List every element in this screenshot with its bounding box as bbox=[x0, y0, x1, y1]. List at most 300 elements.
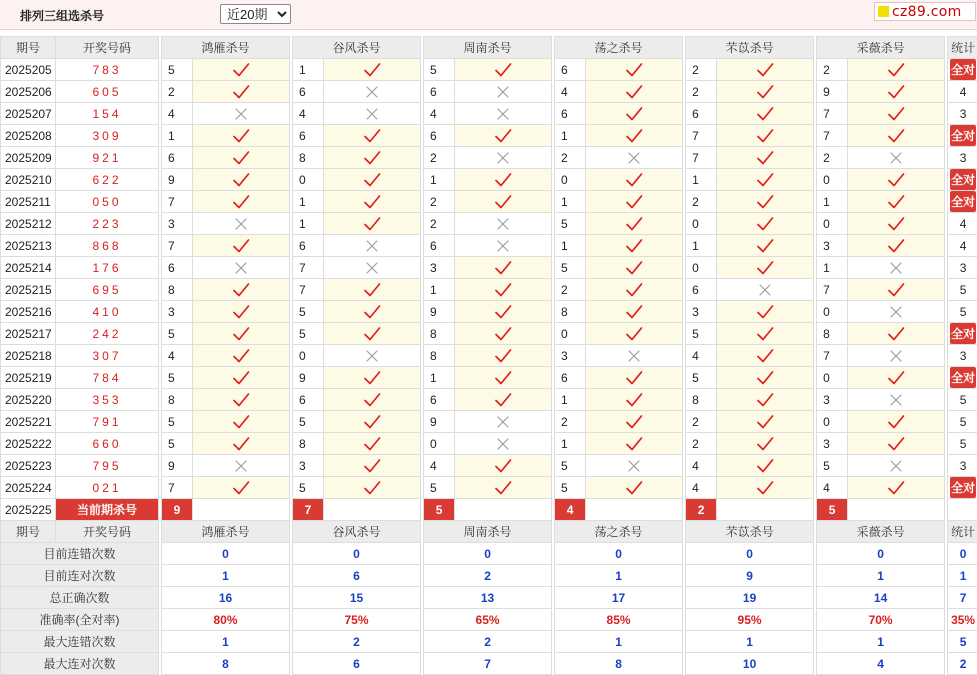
check-icon bbox=[232, 392, 250, 408]
stat-count: 5 bbox=[960, 415, 967, 429]
kill-number-cell: 5 bbox=[293, 477, 324, 499]
summary-value: 10 bbox=[686, 653, 814, 675]
result-mark-cell bbox=[848, 103, 945, 125]
check-icon bbox=[887, 128, 905, 144]
kill-number-table bbox=[0, 36, 977, 675]
check-icon bbox=[756, 128, 774, 144]
check-icon bbox=[756, 216, 774, 232]
result-mark-cell bbox=[586, 345, 683, 367]
result-mark-cell bbox=[324, 455, 421, 477]
current-kill-empty bbox=[586, 499, 683, 521]
kill-number-cell: 7 bbox=[293, 257, 324, 279]
kill-number-cell: 1 bbox=[162, 125, 193, 147]
result-mark-cell bbox=[717, 301, 814, 323]
kill-number-cell: 2 bbox=[424, 147, 455, 169]
result-mark-cell bbox=[717, 477, 814, 499]
cross-icon bbox=[887, 348, 905, 364]
logo-text: cz89.com bbox=[892, 4, 962, 20]
cross-icon bbox=[363, 106, 381, 122]
result-mark-cell bbox=[324, 125, 421, 147]
result-mark-cell bbox=[717, 433, 814, 455]
kill-number-cell: 0 bbox=[817, 411, 848, 433]
result-mark-cell bbox=[848, 433, 945, 455]
stat-cell bbox=[948, 213, 977, 235]
check-icon bbox=[887, 62, 905, 78]
result-mark-cell bbox=[455, 345, 552, 367]
check-icon bbox=[887, 370, 905, 386]
result-mark-cell bbox=[586, 257, 683, 279]
result-mark-cell bbox=[848, 169, 945, 191]
period-cell: 2025209 bbox=[1, 147, 56, 169]
result-mark-cell bbox=[324, 169, 421, 191]
kill-number-cell: 1 bbox=[424, 169, 455, 191]
kill-number-cell: 2 bbox=[817, 59, 848, 81]
result-mark-cell bbox=[193, 257, 290, 279]
result-mark-cell bbox=[455, 455, 552, 477]
check-icon bbox=[232, 128, 250, 144]
cross-icon bbox=[887, 260, 905, 276]
result-mark-cell bbox=[848, 279, 945, 301]
check-icon bbox=[494, 480, 512, 496]
check-icon bbox=[756, 436, 774, 452]
kill-number-cell: 1 bbox=[424, 367, 455, 389]
result-mark-cell bbox=[455, 147, 552, 169]
result-mark-cell bbox=[848, 235, 945, 257]
check-icon bbox=[887, 480, 905, 496]
kill-number-cell: 4 bbox=[555, 81, 586, 103]
result-mark-cell bbox=[586, 455, 683, 477]
stat-cell bbox=[948, 323, 977, 345]
stat-cell bbox=[948, 389, 977, 411]
cross-icon bbox=[494, 414, 512, 430]
cross-icon bbox=[494, 106, 512, 122]
kill-number-cell: 6 bbox=[555, 103, 586, 125]
summary-value: 80% bbox=[162, 609, 290, 631]
result-mark-cell bbox=[455, 323, 552, 345]
kill-number-cell: 3 bbox=[555, 345, 586, 367]
kill-number-cell: 8 bbox=[162, 279, 193, 301]
period-cell: 2025216 bbox=[1, 301, 56, 323]
result-mark-cell bbox=[717, 59, 814, 81]
stat-count: 4 bbox=[960, 217, 967, 231]
kill-number-cell: 6 bbox=[686, 103, 717, 125]
kill-number-cell: 5 bbox=[293, 323, 324, 345]
result-mark-cell bbox=[193, 147, 290, 169]
page-title: 排列三组选杀号 bbox=[20, 7, 104, 24]
check-icon bbox=[363, 480, 381, 496]
check-icon bbox=[887, 414, 905, 430]
result-mark-cell bbox=[717, 213, 814, 235]
result-mark-cell bbox=[324, 103, 421, 125]
kill-number-cell: 7 bbox=[686, 125, 717, 147]
result-mark-cell bbox=[455, 433, 552, 455]
result-mark-cell bbox=[848, 367, 945, 389]
kill-number-cell: 8 bbox=[424, 345, 455, 367]
stat-count: 3 bbox=[960, 349, 967, 363]
period-cell: 2025214 bbox=[1, 257, 56, 279]
period-cell: 2025218 bbox=[1, 345, 56, 367]
summary-value: 16 bbox=[162, 587, 290, 609]
kill-number-cell: 6 bbox=[293, 389, 324, 411]
result-mark-cell bbox=[455, 257, 552, 279]
check-icon bbox=[363, 370, 381, 386]
table-row bbox=[1, 59, 977, 81]
kill-number-cell: 2 bbox=[686, 81, 717, 103]
kill-number-cell: 7 bbox=[162, 235, 193, 257]
kill-number-cell: 6 bbox=[162, 257, 193, 279]
current-kill-number: 7 bbox=[293, 499, 324, 521]
summary-label: 准确率(全对率) bbox=[1, 609, 159, 631]
kill-number-cell: 4 bbox=[817, 477, 848, 499]
kill-number-cell: 1 bbox=[555, 235, 586, 257]
kill-number-cell: 4 bbox=[686, 477, 717, 499]
stat-count: 4 bbox=[960, 85, 967, 99]
check-icon bbox=[756, 348, 774, 364]
stat-cell bbox=[948, 191, 977, 213]
result-mark-cell bbox=[586, 59, 683, 81]
summary-value: 0 bbox=[686, 543, 814, 565]
result-mark-cell bbox=[848, 411, 945, 433]
check-icon bbox=[887, 436, 905, 452]
current-stat-empty bbox=[948, 499, 977, 521]
period-cell: 2025220 bbox=[1, 389, 56, 411]
kill-number-cell: 2 bbox=[686, 59, 717, 81]
result-mark-cell bbox=[455, 301, 552, 323]
check-icon bbox=[232, 172, 250, 188]
kill-number-cell: 2 bbox=[555, 279, 586, 301]
summary-row bbox=[1, 543, 977, 565]
result-mark-cell bbox=[717, 103, 814, 125]
result-mark-cell bbox=[324, 367, 421, 389]
result-mark-cell bbox=[586, 389, 683, 411]
kill-number-cell: 6 bbox=[424, 81, 455, 103]
period-cell: 2025219 bbox=[1, 367, 56, 389]
all-correct-badge: 全对 bbox=[950, 125, 976, 146]
draw-number-cell: 605 bbox=[56, 81, 159, 103]
kill-number-cell: 6 bbox=[162, 147, 193, 169]
summary-label: 总正确次数 bbox=[1, 587, 159, 609]
col-header-draw: 开奖号码 bbox=[56, 521, 159, 543]
stat-cell bbox=[948, 411, 977, 433]
table-row bbox=[1, 125, 977, 147]
col-header-stat: 统计 bbox=[948, 521, 977, 543]
table-row bbox=[1, 345, 977, 367]
stat-cell bbox=[948, 59, 977, 81]
summary-value: 1 bbox=[817, 631, 945, 653]
kill-number-cell: 0 bbox=[555, 323, 586, 345]
kill-number-cell: 5 bbox=[424, 477, 455, 499]
kill-number-cell: 1 bbox=[293, 59, 324, 81]
cross-icon bbox=[756, 282, 774, 298]
check-icon bbox=[363, 436, 381, 452]
stat-cell bbox=[948, 81, 977, 103]
kill-number-cell: 5 bbox=[555, 213, 586, 235]
result-mark-cell bbox=[324, 81, 421, 103]
kill-number-cell: 4 bbox=[293, 103, 324, 125]
summary-value: 6 bbox=[293, 653, 421, 675]
check-icon bbox=[625, 216, 643, 232]
period-cell: 2025213 bbox=[1, 235, 56, 257]
draw-number-cell: 784 bbox=[56, 367, 159, 389]
result-mark-cell bbox=[717, 345, 814, 367]
check-icon bbox=[363, 150, 381, 166]
kill-number-cell: 5 bbox=[162, 323, 193, 345]
result-mark-cell bbox=[193, 125, 290, 147]
kill-number-cell: 7 bbox=[293, 279, 324, 301]
check-icon bbox=[756, 392, 774, 408]
kill-number-cell: 7 bbox=[817, 345, 848, 367]
cross-icon bbox=[363, 348, 381, 364]
kill-number-cell: 9 bbox=[817, 81, 848, 103]
kill-number-cell: 1 bbox=[293, 191, 324, 213]
kill-number-cell: 1 bbox=[555, 191, 586, 213]
kill-number-cell: 3 bbox=[162, 213, 193, 235]
result-mark-cell bbox=[455, 191, 552, 213]
period-cell: 2025211 bbox=[1, 191, 56, 213]
period-select[interactable] bbox=[220, 4, 291, 24]
summary-value: 15 bbox=[293, 587, 421, 609]
period-cell: 2025222 bbox=[1, 433, 56, 455]
result-mark-cell bbox=[324, 191, 421, 213]
table-row bbox=[1, 235, 977, 257]
result-mark-cell bbox=[586, 191, 683, 213]
kill-number-cell: 1 bbox=[817, 257, 848, 279]
check-icon bbox=[494, 458, 512, 474]
summary-value: 1 bbox=[686, 631, 814, 653]
result-mark-cell bbox=[455, 477, 552, 499]
current-kill-number: 4 bbox=[555, 499, 586, 521]
current-kill-empty bbox=[455, 499, 552, 521]
result-mark-cell bbox=[324, 323, 421, 345]
stat-count: 5 bbox=[960, 305, 967, 319]
draw-number-cell: 176 bbox=[56, 257, 159, 279]
period-cell: 2025224 bbox=[1, 477, 56, 499]
summary-row bbox=[1, 565, 977, 587]
result-mark-cell bbox=[717, 455, 814, 477]
summary-stat-value: 0 bbox=[948, 543, 977, 565]
check-icon bbox=[887, 238, 905, 254]
result-mark-cell bbox=[717, 191, 814, 213]
table-row bbox=[1, 477, 977, 499]
result-mark-cell bbox=[586, 477, 683, 499]
cross-icon bbox=[625, 150, 643, 166]
result-mark-cell bbox=[848, 389, 945, 411]
table-row bbox=[1, 257, 977, 279]
summary-value: 19 bbox=[686, 587, 814, 609]
result-mark-cell bbox=[193, 59, 290, 81]
result-mark-cell bbox=[586, 147, 683, 169]
kill-number-cell: 1 bbox=[555, 125, 586, 147]
kill-number-cell: 7 bbox=[817, 279, 848, 301]
check-icon bbox=[756, 480, 774, 496]
kill-number-cell: 6 bbox=[424, 389, 455, 411]
result-mark-cell bbox=[193, 191, 290, 213]
stat-cell bbox=[948, 455, 977, 477]
result-mark-cell bbox=[848, 191, 945, 213]
summary-stat-value: 5 bbox=[948, 631, 977, 653]
result-mark-cell bbox=[848, 301, 945, 323]
draw-number-cell: 695 bbox=[56, 279, 159, 301]
kill-number-cell: 3 bbox=[817, 433, 848, 455]
table-row bbox=[1, 367, 977, 389]
summary-stat-value: 7 bbox=[948, 587, 977, 609]
period-cell: 2025223 bbox=[1, 455, 56, 477]
check-icon bbox=[756, 304, 774, 320]
draw-number-cell: 622 bbox=[56, 169, 159, 191]
table-row bbox=[1, 103, 977, 125]
check-icon bbox=[625, 172, 643, 188]
check-icon bbox=[363, 172, 381, 188]
result-mark-cell bbox=[193, 367, 290, 389]
col-header-expert: 荡之杀号 bbox=[555, 37, 683, 59]
kill-number-cell: 5 bbox=[686, 323, 717, 345]
kill-number-cell: 6 bbox=[686, 279, 717, 301]
kill-number-cell: 1 bbox=[424, 279, 455, 301]
kill-number-cell: 0 bbox=[817, 301, 848, 323]
stat-cell bbox=[948, 433, 977, 455]
check-icon bbox=[232, 150, 250, 166]
kill-number-cell: 5 bbox=[555, 455, 586, 477]
all-correct-badge: 全对 bbox=[950, 191, 976, 212]
kill-number-cell: 2 bbox=[817, 147, 848, 169]
check-icon bbox=[756, 238, 774, 254]
result-mark-cell bbox=[586, 103, 683, 125]
kill-number-cell: 4 bbox=[162, 103, 193, 125]
result-mark-cell bbox=[848, 323, 945, 345]
kill-number-cell: 0 bbox=[424, 433, 455, 455]
result-mark-cell bbox=[193, 301, 290, 323]
result-mark-cell bbox=[324, 147, 421, 169]
result-mark-cell bbox=[455, 389, 552, 411]
check-icon bbox=[494, 194, 512, 210]
stat-cell bbox=[948, 367, 977, 389]
summary-value: 0 bbox=[817, 543, 945, 565]
kill-number-cell: 0 bbox=[555, 169, 586, 191]
cross-icon bbox=[887, 150, 905, 166]
result-mark-cell bbox=[848, 455, 945, 477]
kill-number-cell: 5 bbox=[293, 301, 324, 323]
check-icon bbox=[494, 128, 512, 144]
period-cell: 2025217 bbox=[1, 323, 56, 345]
col-header-expert: 鸿雁杀号 bbox=[162, 37, 290, 59]
result-mark-cell bbox=[455, 235, 552, 257]
kill-number-cell: 4 bbox=[424, 455, 455, 477]
result-mark-cell bbox=[717, 235, 814, 257]
result-mark-cell bbox=[717, 389, 814, 411]
kill-number-cell: 6 bbox=[555, 367, 586, 389]
check-icon bbox=[363, 414, 381, 430]
current-kill-empty bbox=[848, 499, 945, 521]
col-header-period: 期号 bbox=[1, 521, 56, 543]
result-mark-cell bbox=[586, 301, 683, 323]
summary-row bbox=[1, 609, 977, 631]
col-header-expert: 鸿雁杀号 bbox=[162, 521, 290, 543]
summary-value: 8 bbox=[162, 653, 290, 675]
summary-value: 14 bbox=[817, 587, 945, 609]
all-correct-badge: 全对 bbox=[950, 477, 976, 498]
summary-row bbox=[1, 631, 977, 653]
result-mark-cell bbox=[324, 279, 421, 301]
kill-number-cell: 5 bbox=[162, 433, 193, 455]
stat-count: 5 bbox=[960, 437, 967, 451]
check-icon bbox=[363, 216, 381, 232]
summary-value: 65% bbox=[424, 609, 552, 631]
check-icon bbox=[887, 106, 905, 122]
table-row bbox=[1, 81, 977, 103]
kill-number-cell: 2 bbox=[686, 411, 717, 433]
draw-number-cell: 783 bbox=[56, 59, 159, 81]
result-mark-cell bbox=[717, 323, 814, 345]
table-row bbox=[1, 147, 977, 169]
kill-number-cell: 9 bbox=[424, 301, 455, 323]
period-cell: 2025207 bbox=[1, 103, 56, 125]
result-mark-cell bbox=[324, 213, 421, 235]
cross-icon bbox=[363, 84, 381, 100]
draw-number-cell: 309 bbox=[56, 125, 159, 147]
kill-number-cell: 1 bbox=[686, 169, 717, 191]
kill-number-cell: 0 bbox=[293, 345, 324, 367]
check-icon bbox=[625, 304, 643, 320]
cross-icon bbox=[363, 260, 381, 276]
result-mark-cell bbox=[324, 433, 421, 455]
result-mark-cell bbox=[586, 367, 683, 389]
result-mark-cell bbox=[586, 213, 683, 235]
current-period-cell: 2025225 bbox=[1, 499, 56, 521]
current-kill-number: 5 bbox=[817, 499, 848, 521]
col-header-expert: 荡之杀号 bbox=[555, 521, 683, 543]
kill-number-cell: 5 bbox=[555, 257, 586, 279]
summary-value: 0 bbox=[162, 543, 290, 565]
summary-value: 70% bbox=[817, 609, 945, 631]
all-correct-badge: 全对 bbox=[950, 169, 976, 190]
cross-icon bbox=[625, 348, 643, 364]
result-mark-cell bbox=[455, 59, 552, 81]
logo-square-icon bbox=[878, 6, 889, 17]
cross-icon bbox=[232, 216, 250, 232]
result-mark-cell bbox=[455, 103, 552, 125]
result-mark-cell bbox=[193, 323, 290, 345]
check-icon bbox=[625, 392, 643, 408]
check-icon bbox=[232, 84, 250, 100]
period-cell: 2025205 bbox=[1, 59, 56, 81]
kill-number-cell: 8 bbox=[293, 147, 324, 169]
kill-number-cell: 6 bbox=[293, 235, 324, 257]
summary-value: 0 bbox=[424, 543, 552, 565]
result-mark-cell bbox=[324, 301, 421, 323]
result-mark-cell bbox=[324, 477, 421, 499]
result-mark-cell bbox=[848, 345, 945, 367]
kill-number-cell: 6 bbox=[424, 125, 455, 147]
stat-cell bbox=[948, 257, 977, 279]
cross-icon bbox=[232, 106, 250, 122]
check-icon bbox=[232, 62, 250, 78]
kill-number-cell: 4 bbox=[686, 455, 717, 477]
check-icon bbox=[756, 150, 774, 166]
summary-stat-value: 1 bbox=[948, 565, 977, 587]
check-icon bbox=[494, 326, 512, 342]
kill-number-cell: 6 bbox=[424, 235, 455, 257]
result-mark-cell bbox=[586, 235, 683, 257]
kill-number-cell: 8 bbox=[424, 323, 455, 345]
summary-value: 7 bbox=[424, 653, 552, 675]
summary-value: 4 bbox=[817, 653, 945, 675]
col-header-expert: 芣苡杀号 bbox=[686, 37, 814, 59]
check-icon bbox=[887, 84, 905, 100]
result-mark-cell bbox=[324, 257, 421, 279]
site-logo[interactable] bbox=[874, 2, 976, 21]
kill-number-cell: 1 bbox=[817, 191, 848, 213]
table-row bbox=[1, 191, 977, 213]
